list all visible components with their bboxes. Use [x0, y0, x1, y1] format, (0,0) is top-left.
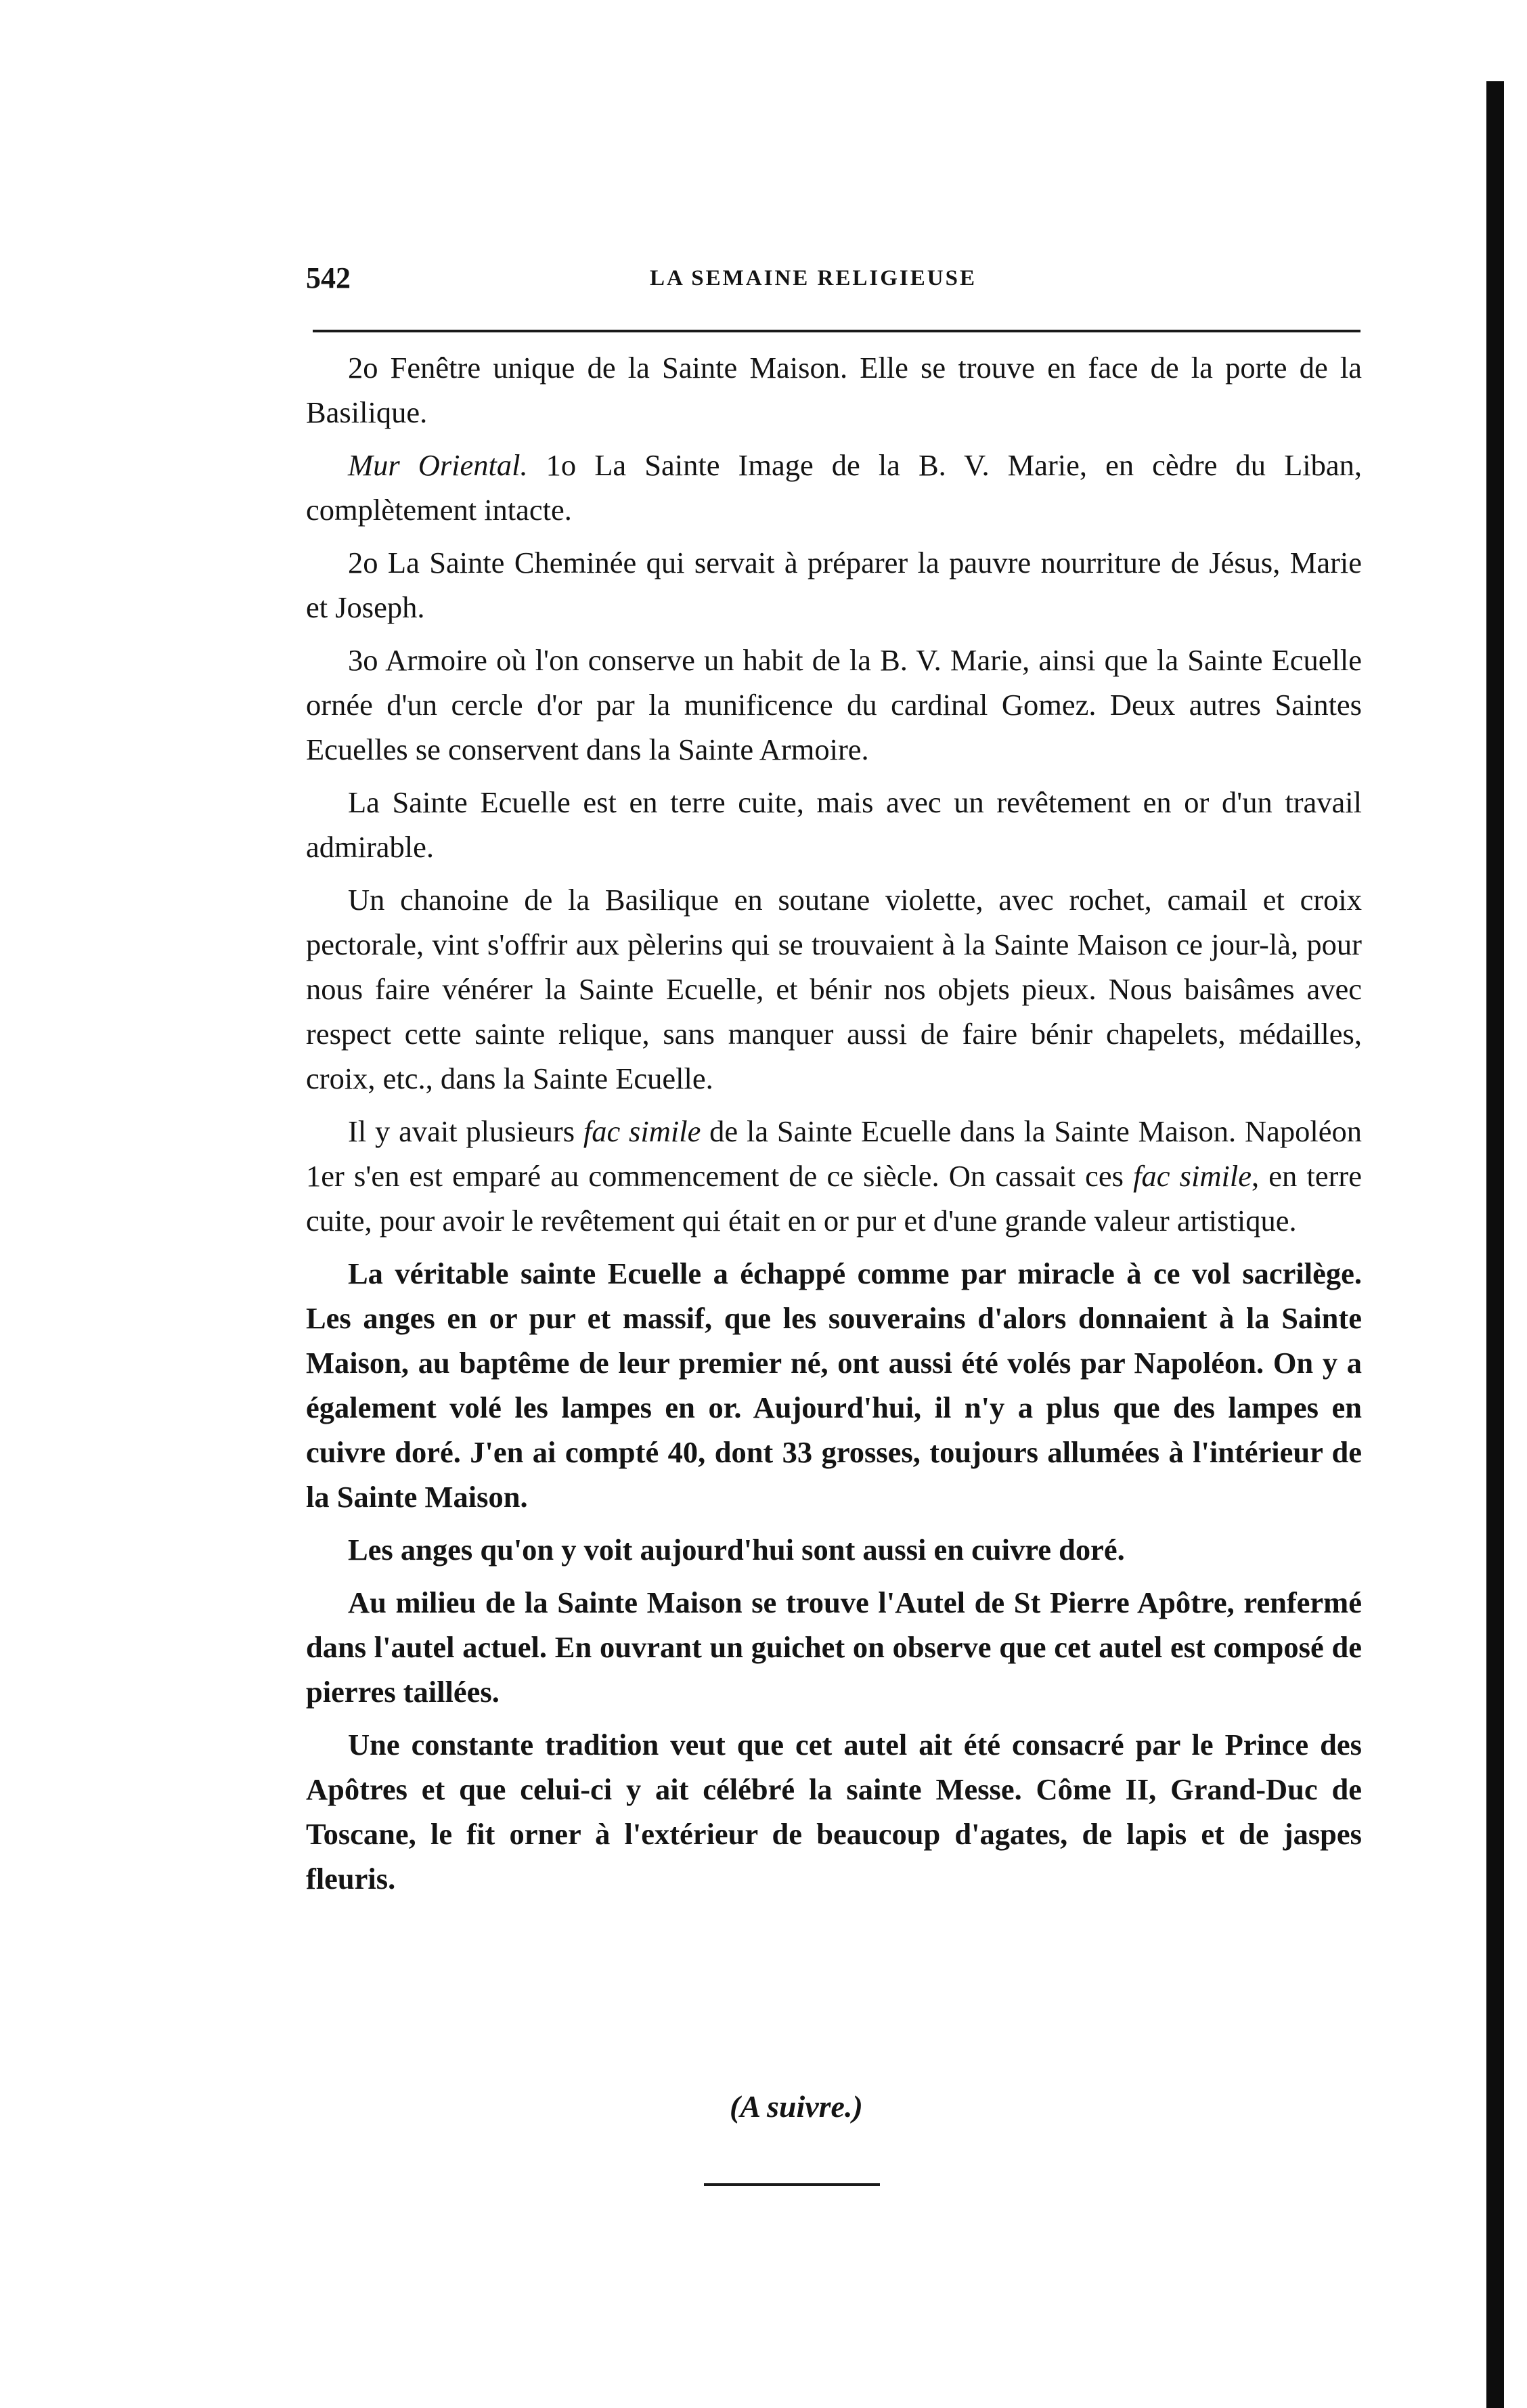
paragraph [306, 443, 1362, 532]
header-rule [313, 330, 1360, 332]
paragraph [306, 1580, 1362, 1714]
text-segment: La Sainte Ecuelle est en terre cuite, mais avec un revêtement en or d'un travail admirable. [306, 785, 1362, 864]
running-title: LA SEMAINE RELIGIEUSE [650, 266, 977, 290]
text-segment: Au milieu de la Sainte Maison se trouve l'Autel de St Pierre Apôtre, renfermé dans l'autel actuel. En ouvrant un guichet on observe que cet autel est composé de pierres taillées. [306, 1585, 1362, 1709]
article-body [306, 345, 1362, 1909]
paragraph [306, 1722, 1362, 1901]
text-segment: Une constante tradition veut que cet autel ait été consacré par le Prince des Apôtres et que celui-ci y ait célébré la sainte Messe. Côme II, Grand-Duc de Toscane, le fit orner à l'extérieur de beaucoup d'agates, de lapis et de jaspes fleuris. [306, 1728, 1362, 1896]
italic-text: Mur Oriental. [348, 448, 528, 482]
paragraph [306, 877, 1362, 1101]
paragraph [306, 1109, 1362, 1243]
text-segment: Un chanoine de la Basilique en soutane violette, avec rochet, camail et croix pectorale, vint s'offrir aux pèlerins qui se trouvaient à la Sainte Maison ce jour-là, pour nous faire vénérer la Sainte Ecuelle, et bénir nos objets pieux. Nous baisâmes avec respect cette sainte relique, sans manquer aussi de faire bénir chapelets, médailles, croix, etc., dans la Sainte Ecuelle. [306, 883, 1362, 1095]
scan-margin-edge [1486, 81, 1504, 2408]
paragraph [306, 1251, 1362, 1519]
page-number: 542 [306, 261, 351, 294]
text-segment: 1o La Sainte Image de la B. V. Marie, en cèdre du Liban, complètement intacte. [306, 448, 1362, 527]
paragraph [306, 780, 1362, 869]
end-rule [704, 2183, 880, 2186]
text-segment: 2o Fenêtre unique de la Sainte Maison. Elle se trouve en face de la porte de la Basilique. [306, 351, 1362, 429]
paragraph [306, 1527, 1362, 1572]
text-segment: Il y avait plusieurs [348, 1114, 583, 1148]
paragraph [306, 540, 1362, 630]
italic-text: fac simile [1133, 1159, 1252, 1193]
paragraph [306, 638, 1362, 772]
text-segment: , en terre cuite, pour avoir le revêtement qui était en or pur et d'une grande valeur artistique. [306, 1159, 1362, 1238]
text-segment: de la Sainte Ecuelle dans la Sainte Maison. Napoléon 1er s'en est emparé au commencement de ce siècle. On cassait ces [306, 1114, 1362, 1193]
page-header [306, 261, 1358, 301]
text-segment: La véritable sainte Ecuelle a échappé comme par miracle à ce vol sacrilège. Les anges en or pur et massif, que les souverains d'alors donnaient à la Sainte Maison, au baptême de leur premier né, ont aussi été volés par Napoléon. On y a également volé les lampes en or. Aujourd'hui, il n'y a plus que des lampes en cuivre doré. J'en ai compté 40, dont 33 grosses, toujours allumées à l'intérieur de la Sainte Maison. [306, 1256, 1362, 1514]
italic-text: fac simile [583, 1114, 701, 1148]
text-segment: 3o Armoire où l'on conserve un habit de la B. V. Marie, ainsi que la Sainte Ecuelle ornée d'un cercle d'or par la munificence du cardinal Gomez. Deux autres Saintes Ecuelles se conservent dans la Sainte Armoire. [306, 643, 1362, 766]
text-segment: 2o La Sainte Cheminée qui servait à préparer la pauvre nourriture de Jésus, Marie et Joseph. [306, 546, 1362, 624]
paragraph [306, 345, 1362, 435]
to-be-continued: (A suivre.) [730, 2089, 863, 2124]
text-segment: Les anges qu'on y voit aujourd'hui sont aussi en cuivre doré. [348, 1533, 1125, 1567]
